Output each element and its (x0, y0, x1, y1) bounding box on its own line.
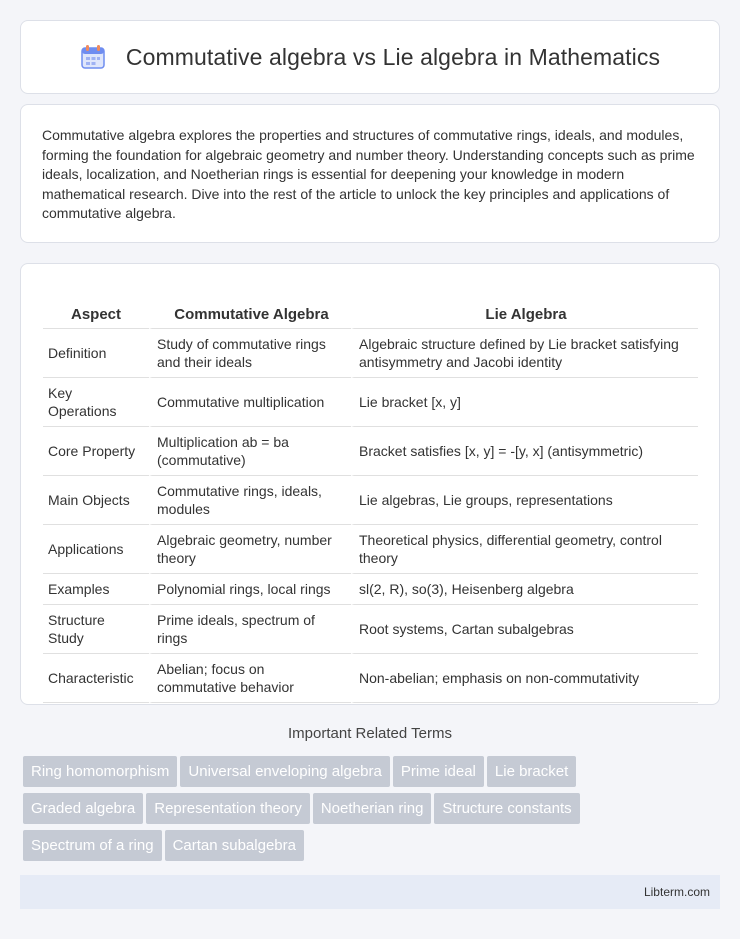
table-cell: Root systems, Cartan subalgebras (351, 605, 698, 654)
table-cell: Study of commutative rings and their ideals (149, 329, 351, 378)
related-term-tag[interactable]: Lie bracket (487, 756, 576, 787)
table-cell: Theoretical physics, differential geometry, control theory (351, 525, 698, 574)
table-cell: sl(2, R), so(3), Heisenberg algebra (351, 574, 698, 605)
table-cell: Non-abelian; emphasis on non-commutativity (351, 654, 698, 703)
table-cell: Prime ideals, spectrum of rings (149, 605, 351, 654)
page-title: Commutative algebra vs Lie algebra in Mathematics (125, 43, 661, 70)
table-cell: Bracket satisfies [x, y] = -[y, x] (antisymmetric) (351, 427, 698, 476)
table-cell: Applications (43, 525, 149, 574)
table-cell: Characteristic (43, 654, 149, 703)
table-cell: Algebraic geometry, number theory (149, 525, 351, 574)
table-cell: Multiplication ab = ba (commutative) (149, 427, 351, 476)
intro-card (20, 104, 720, 243)
table-row (43, 654, 698, 703)
table-cell: Core Property (43, 427, 149, 476)
related-term-tag[interactable]: Graded algebra (23, 793, 143, 824)
calendar-icon (80, 44, 106, 70)
related-term-tag[interactable]: Prime ideal (393, 756, 484, 787)
table-cell: Key Operations (43, 378, 149, 427)
header-commutative-algebra: Commutative Algebra (149, 284, 351, 329)
table-cell: Lie algebras, Lie groups, representations (351, 476, 698, 525)
table-cell: Definition (43, 329, 149, 378)
related-term-tag[interactable]: Spectrum of a ring (23, 830, 162, 861)
related-term-tag[interactable]: Representation theory (146, 793, 310, 824)
table-row (43, 525, 698, 574)
related-term-tag[interactable]: Universal enveloping algebra (180, 756, 389, 787)
table-row (43, 378, 698, 427)
table-cell: Main Objects (43, 476, 149, 525)
related-term-tag[interactable]: Ring homomorphism (23, 756, 177, 787)
related-terms-title: Important Related Terms (288, 725, 452, 742)
related-terms-list (23, 756, 723, 867)
table-cell: Examples (43, 574, 149, 605)
table-cell: Algebraic structure defined by Lie bracket satisfying antisymmetry and Jacobi identity (351, 329, 698, 378)
table-row (43, 605, 698, 654)
table-cell: Structure Study (43, 605, 149, 654)
table-header-row (43, 284, 698, 329)
table-row (43, 427, 698, 476)
title-card (20, 20, 720, 94)
intro-text: Commutative algebra explores the properties and structures of commutative rings, ideals, and modules, forming the foundation for algebraic geometry and number theory. Understanding concepts such as prime ideals, localization, and Noetherian rings is essential for deepening your knowledge in modern mathematical research. Dive into the rest of the article to unlock the key principles and applications of commutative algebra. (42, 127, 695, 221)
table-cell: Lie bracket [x, y] (351, 378, 698, 427)
related-term-tag[interactable]: Noetherian ring (313, 793, 432, 824)
comparison-table (43, 284, 698, 703)
header-aspect: Aspect (43, 284, 149, 329)
table-row (43, 329, 698, 378)
comparison-table-card (20, 263, 720, 705)
table-cell: Commutative multiplication (149, 378, 351, 427)
related-term-tag[interactable]: Cartan subalgebra (165, 830, 304, 861)
table-cell: Polynomial rings, local rings (149, 574, 351, 605)
table-cell: Abelian; focus on commutative behavior (149, 654, 351, 703)
related-term-tag[interactable]: Structure constants (434, 793, 579, 824)
footer (20, 875, 720, 909)
table-cell: Commutative rings, ideals, modules (149, 476, 351, 525)
table-row (43, 574, 698, 605)
footer-site-link[interactable]: Libterm.com (643, 885, 710, 899)
table-row (43, 476, 698, 525)
header-lie-algebra: Lie Algebra (351, 284, 698, 329)
